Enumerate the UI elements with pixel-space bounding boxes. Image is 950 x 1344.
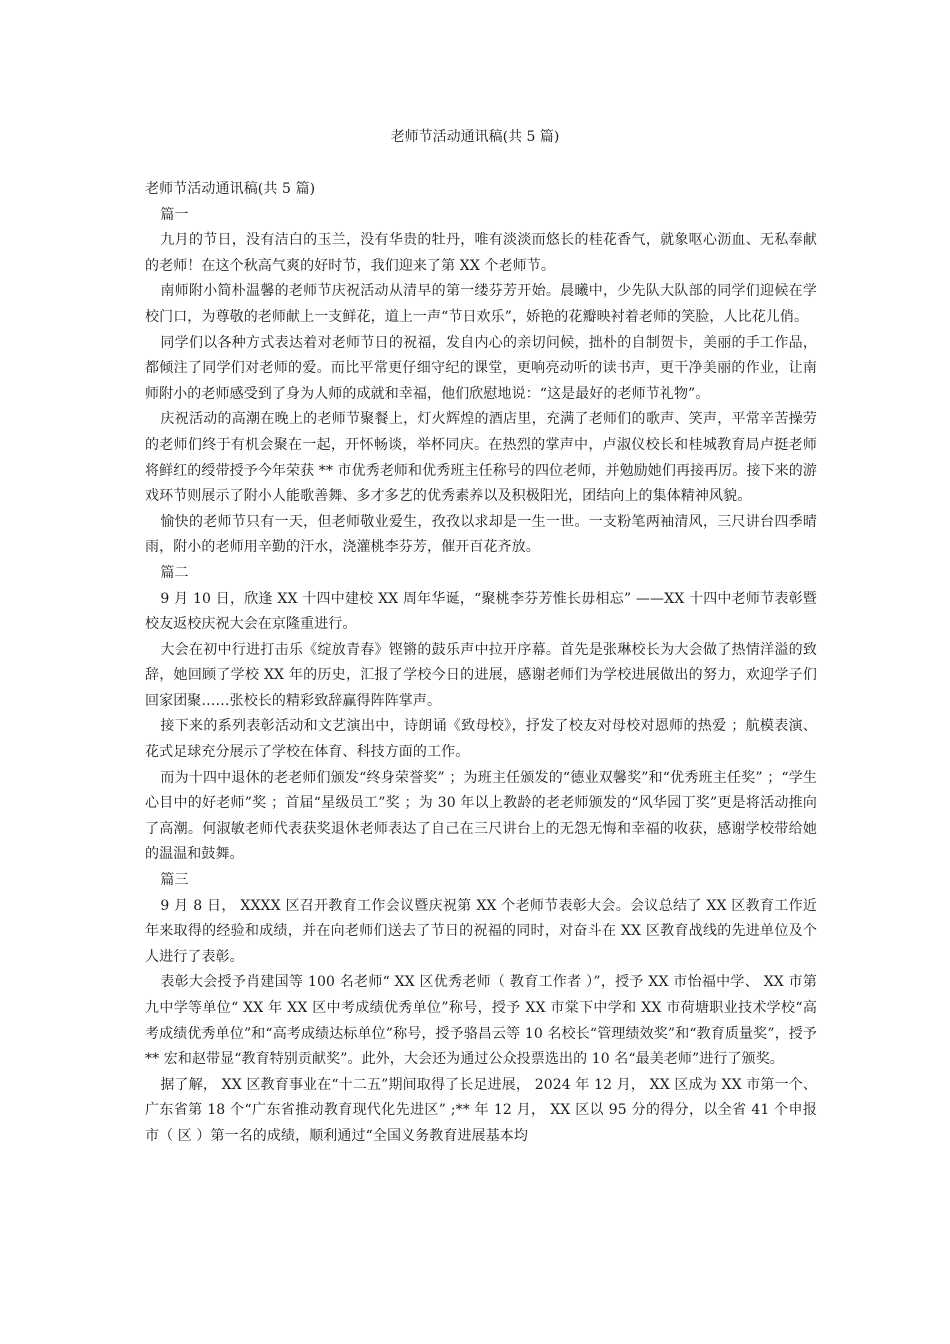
section-heading: 篇一 xyxy=(160,206,189,223)
paragraph: 据了解， XX 区教育事业在“十二五”期间取得了长足进展， 2024 年 12 月， XX 区成为 XX 市第一个、广东省第 18 个“广东省推动教育现代化先进区” ;** 年 12 月， XX 区以 95 分的得分，以全省 41 个申报市（ 区 ）第一名的成绩，顺利通过“全国义务教育进展基本均 xyxy=(145,1076,817,1144)
section-heading: 篇三 xyxy=(160,872,189,889)
document-body xyxy=(145,177,817,1150)
paragraph: 同学们以各种方式表达着对老师节日的祝福，发自内心的亲切问候，拙朴的自制贺卡，美丽的手工作品，都倾注了同学们对老师的爱。而比平常更仔细守纪的课堂，更响亮动听的读书声，更干净美丽的作业，让南师附小的老师感受到了身为人师的成就和幸福，他们欣慰地说：“这是最好的老师节礼物”。 xyxy=(145,334,817,402)
paragraph: 而为十四中退休的老老师们颁发“终身荣誉奖” ；为班主任颁发的“德业双馨奖”和“优秀班主任奖” ；“学生心目中的好老师”奖 ；首届“星级员工”奖 ；为 30 年以上教龄的老老师颁发的“风华园丁奖”更是将活动推向了高潮。何淑敏老师代表获奖退休老师表达了自己在三尺讲台上的无怨无悔和幸福的收获，感谢学校带给她的温温和鼓舞。 xyxy=(145,769,817,863)
paragraph: 大会在初中行进打击乐《绽放青春》铿锵的鼓乐声中拉开序幕。首先是张琳校长为大会做了热情洋溢的致辞，她回顾了学校 XX 年的历史，汇报了学校今日的进展，感谢老师们为学校进展做出的努力，欢迎学子们回家团聚……张校长的精彩致辞赢得阵阵掌声。 xyxy=(145,641,817,709)
paragraph: 表彰大会授予肖建国等 100 名老师“ XX 区优秀老师（ 教育工作者 ）”，授予 XX 市怡福中学、 XX 市第九中学等单位“ XX 年 XX 区中考成绩优秀单位”称号，授予 XX 市棠下中学和 XX 市荷塘职业技术学校“高考成绩优秀单位”和“高考成绩达标单位”称号，授予骆昌云等 10 名校长“管理绩效奖”和“教育质量奖”，授予 ** 宏和赵带显“教育特别贡献奖”。此外，大会还为通过公众投票选出的 10 名“最美老师”进行了颁奖。 xyxy=(145,974,817,1068)
section-heading: 篇二 xyxy=(160,564,189,581)
paragraph: 九月的节日，没有洁白的玉兰，没有华贵的牡丹，唯有淡淡而悠长的桂花香气，就象呕心沥血、无私奉献的老师！在这个秋高气爽的好时节，我们迎来了第 XX 个老师节。 xyxy=(145,232,817,274)
paragraph: 接下来的系列表彰活动和文艺演出中，诗朗诵《致母校》，抒发了校友对母校对恩师的热爱 ；航模表演、花式足球充分展示了学校在体育、科技方面的工作。 xyxy=(145,718,817,761)
paragraph: 9 月 10 日，欣逢 XX 十四中建校 XX 周年华诞，“聚桃李芬芳惟长毋相忘” ——XX 十四中老师节表彰暨校友返校庆祝大会在京隆重进行。 xyxy=(145,590,817,633)
paragraph: 庆祝活动的高潮在晚上的老师节聚餐上，灯火辉煌的酒店里，充满了老师们的歌声、笑声，平常辛苦操劳的老师们终于有机会聚在一起，开怀畅谈，举杯同庆。在热烈的掌声中，卢淑仪校长和桂城教育局卢挺老师将鲜红的绶带授予今年荣获 ** 市优秀老师和优秀班主任称号的四位老师，并勉励她们再接再厉。接下来的游戏环节则展示了附小人能歌善舞、多才多艺的优秀素养以及积极阳光，团结向上的集体精神风貌。 xyxy=(145,411,817,505)
document-subtitle: 老师节活动通讯稿(共 5 篇) xyxy=(145,181,316,197)
paragraph: 9 月 8 日， XXXX 区召开教育工作会议暨庆祝第 XX 个老师节表彰大会。会议总结了 XX 区教育工作近年来取得的经验和成绩，并在向老师们送去了节日的祝福的同时，对奋斗在 XX 区教育战线的先进单位及个人进行了表彰。 xyxy=(145,897,817,965)
page-title: 老师节活动通讯稿(共 5 篇) xyxy=(390,129,560,145)
paragraph: 愉快的老师节只有一天，但老师敬业爱生，孜孜以求却是一生一世。一支粉笔两袖清风，三尺讲台四季晴雨，附小的老师用辛勤的汗水，浇灌桃李芬芳，催开百花齐放。 xyxy=(145,513,817,556)
paragraph: 南师附小简朴温馨的老师节庆祝活动从清早的第一缕芬芳开始。晨曦中，少先队大队部的同学们迎候在学校门口，为尊敬的老师献上一支鲜花，道上一声“节日欢乐”，娇艳的花瓣映衬着老师的笑脸，人比花儿俏。 xyxy=(145,283,817,325)
